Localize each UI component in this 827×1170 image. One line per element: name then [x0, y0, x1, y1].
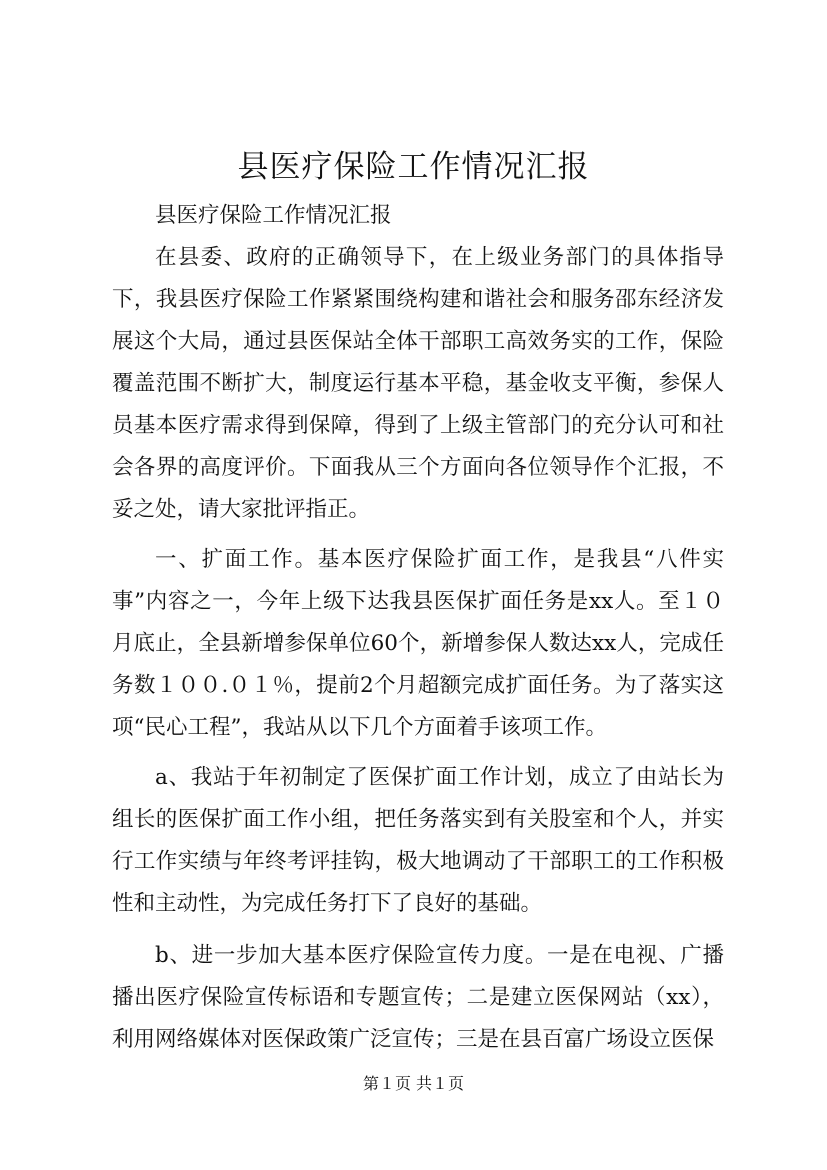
document-body	[112, 195, 724, 1061]
paragraph-section-one: 一、扩面工作。基本医疗保险扩面工作，是我县“八件实事”内容之一，今年上级下达我县医保扩面任务是xx人。至１０月底止，全县新增参保单位60个，新增参保人数达xx人，完成任务数１００.０１％，提前2个月超额完成扩面任务。为了落实这项“民心工程”，我站从以下几个方面着手该项工作。	[112, 547, 724, 740]
paragraph-item-a: a、我站于年初制定了医保扩面工作计划，成立了由站长为组长的医保扩面工作小组，把任务落实到有关股室和个人，并实行工作实绩与年终考评挂钩，极大地调动了干部职工的工作积极性和主动性，为完成任务打下了良好的基础。	[112, 765, 724, 916]
paragraph-intro: 在县委、政府的正确领导下，在上级业务部门的具体指导下，我县医疗保险工作紧紧围绕构建和谐社会和服务邵东经济发展这个大局，通过县医保站全体干部职工高效务实的工作，保险覆盖范围不断扩大，制度运行基本平稳，基金收支平衡，参保人员基本医疗需求得到保障，得到了上级主管部门的充分认可和社会各界的高度评价。下面我从三个方面向各位领导作个汇报，不妥之处，请大家批评指正。	[112, 245, 724, 522]
paragraph-subtitle: 县医疗保险工作情况汇报	[155, 203, 392, 228]
document-title: 县医疗保险工作情况汇报	[237, 149, 590, 185]
page-footer: 第１页 共１页	[362, 1074, 465, 1093]
paragraph-item-b: b、进一步加大基本医疗保险宣传力度。一是在电视、广播播出医疗保险宣传标语和专题宣传；二是建立医保网站（xx），利用网络媒体对医保政策广泛宣传；三是在县百富广场设立医保	[112, 943, 724, 1052]
